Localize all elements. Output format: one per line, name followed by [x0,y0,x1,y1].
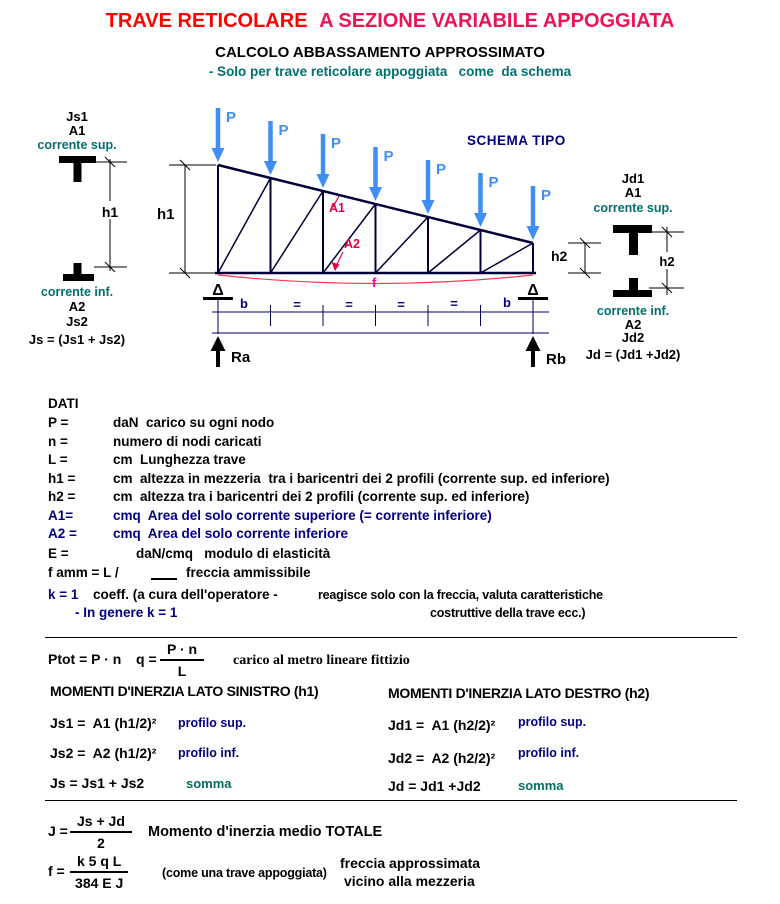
j-label: J = [48,823,68,839]
right-profile-sum-formula: Jd = (Jd1 +Jd2) [585,347,681,362]
f-label: f = [48,863,65,879]
ptot-formula: Ptot = P · n [48,651,122,667]
support-triangle-icon: Δ [527,282,539,299]
dati-row-e [0,546,780,564]
j-description: Momento d'inerzia medio TOTALE [148,824,383,840]
jd2-formula: Jd2 = A2 (h2/2)² [388,750,496,766]
dati-heading: DATI [48,396,79,411]
left-profile-bottom-chord-label: corrente inf. [40,285,114,299]
divider [45,637,737,638]
row-label: A1= [48,508,74,523]
k-genere-text: - In genere k = 1 [75,605,178,620]
row-label: k = 1 [48,587,79,602]
jd2-note: profilo inf. [518,746,580,760]
js2-note: profilo inf. [178,746,240,760]
load-p-label: P [226,109,237,126]
row-desc: cmq Area del solo corrente superiore (= corrente inferiore) [113,508,492,523]
left-profile-top-chord-label: corrente sup. [37,138,117,152]
a2-chord-label: A2 [344,237,360,251]
right-profile-a1-label: A1 [624,185,642,200]
js-sum-note: somma [186,776,232,791]
note-line: - Solo per trave reticolare appoggiata come da schema [208,64,572,79]
f-fraction [70,853,128,891]
right-profile-top-chord-label: corrente sup. [593,201,673,215]
left-profile-sum-formula: Js = (Js1 + Js2) [28,332,126,347]
load-arrows [212,108,552,240]
j-fraction [70,813,132,851]
row-label: A2 = [48,526,77,541]
k-note-text: reagisce solo con la freccia, valuta caratteristiche [318,588,603,602]
js-sum-formula: Js = Js1 + Js2 [50,775,145,791]
panel-dimension-line [212,295,549,334]
k-coeff-text: coeff. (a cura dell'operatore - [93,587,278,602]
jd1-note: profilo sup. [518,715,587,729]
inverted-tee-section-icon [63,263,94,281]
row-label: L = [48,452,68,467]
f-note: (come una trave appoggiata) [162,866,327,880]
h1-dim-label: h1 [157,206,175,223]
load-p-label: P [436,161,447,178]
support-left [203,282,233,299]
h1-dimension [157,160,216,278]
f-description-line1: freccia approssimata [340,855,481,871]
j-numerator: Js + Jd [70,813,132,833]
jd1-formula: Jd1 = A1 (h2/2)² [388,717,496,733]
right-moments-header: MOMENTI D'INERZIA LATO DESTRO (h2) [388,685,650,701]
dati-row-k [0,587,780,605]
js1-note: profilo sup. [178,716,247,730]
row-desc: cmq Area del solo corrente inferiore [113,526,349,541]
js2-formula: Js2 = A2 (h1/2)² [50,745,157,761]
q-label: q = [136,651,157,667]
page-title [0,10,780,33]
a2-pointer-arrowhead [332,262,340,271]
dim-b-label: b [503,295,511,310]
j-denominator: 2 [97,835,105,851]
dati-row-k2 [0,605,780,623]
row-desc: cm altezza tra i baricentri dei 2 profili (corrente sup. ed inferiore) [113,489,530,504]
dati-row-a1 [0,508,780,526]
title-main: TRAVE RETICOLARE [105,10,308,32]
load-p-label: P [331,135,342,152]
subtitle: CALCOLO ABBASSAMENTO APPROSSIMATO [215,44,545,61]
dim-b-label: b [240,296,248,311]
truss-diagram [0,95,780,385]
row-desc: daN/cmq modulo di elasticità [136,546,331,561]
dim-eq-label: = [345,297,353,312]
row-label: P = [48,415,69,430]
dati-row-h2 [0,489,780,507]
right-profile-section [586,171,684,362]
schema-tipo-label: SCHEMA TIPO [467,133,566,148]
left-profile-a1-label: A1 [68,123,86,138]
left-profile-h1-label: h1 [101,204,119,220]
blank-underscore [151,565,177,580]
row-label: E = [48,546,69,561]
k-note2-text: costruttive della trave ecc.) [430,606,586,620]
q-numerator: P · n [160,641,204,661]
dim-eq-label: = [293,297,301,312]
q-denominator: L [177,663,187,679]
left-profile-js1-label: Js1 [66,109,88,124]
tee-section-icon [613,225,652,255]
row-desc: cm Lunghezza trave [113,452,246,467]
q-fraction [160,641,204,679]
jd-sum-formula: Jd = Jd1 +Jd2 [388,778,481,794]
jd-sum-note: somma [518,778,564,793]
row-label: n = [48,434,68,449]
row-desc: cm altezza in mezzeria tra i baricentri dei 2 profili (corrente sup. ed inferiore) [113,471,610,486]
h2-dimension [551,238,601,278]
f-numerator: k 5 q L [70,853,128,873]
dati-row-famm [0,565,780,583]
row-label: h1 = [48,471,76,486]
left-moments-header: MOMENTI D'INERZIA LATO SINISTRO (h1) [50,683,319,699]
load-p-label: P [383,148,394,165]
dati-row-p [0,415,780,433]
dim-eq-label: = [397,297,405,312]
row-desc: daN carico su ogni nodo [113,415,275,430]
deflection-f-label: f [372,275,377,290]
right-profile-a2-label: A2 [624,317,642,332]
f-denominator: 384 E J [75,875,124,891]
dim-eq-label: = [450,296,458,311]
dati-row-l [0,452,780,470]
q-description: carico al metro lineare fittizio [233,653,410,668]
dati-row-a2 [0,526,780,544]
support-triangle-icon: Δ [212,282,224,299]
right-profile-bottom-chord-label: corrente inf. [596,304,670,318]
right-profile-h2-label: h2 [659,254,675,269]
reaction-ra-label: Ra [231,349,251,366]
h2-dim-label: h2 [551,248,568,264]
row-label: h2 = [48,489,76,504]
dati-row-n [0,434,780,452]
load-p-label: P [488,174,499,191]
left-profile-a2-label: A2 [68,299,86,314]
reaction-right [526,336,567,368]
reaction-rb-label: Rb [546,351,566,368]
left-profile-js2-label: Js2 [66,314,88,329]
tee-section-icon [59,156,96,182]
up-arrow-icon [526,336,541,351]
title-accent: A SEZIONE VARIABILE APPOGGIATA [319,10,675,32]
f-description-line2: vicino alla mezzeria [344,873,475,889]
js1-formula: Js1 = A1 (h1/2)² [50,715,157,731]
right-profile-jd2-label: Jd2 [621,330,645,345]
row-desc: freccia ammissibile [186,565,311,580]
dati-heading-row [0,396,780,414]
reaction-left [211,336,251,367]
left-profile-section [29,109,127,347]
load-p-label: P [541,187,552,204]
row-desc: numero di nodi caricati [113,434,262,449]
load-p-label: P [278,122,289,139]
inverted-tee-section-icon [613,278,652,297]
support-right [518,282,548,299]
row-label: f amm = L / [48,565,119,580]
a1-chord-label: A1 [329,201,345,215]
right-profile-jd1-label: Jd1 [621,171,645,186]
dati-row-h1 [0,471,780,489]
up-arrow-icon [211,336,226,351]
divider [45,800,737,801]
